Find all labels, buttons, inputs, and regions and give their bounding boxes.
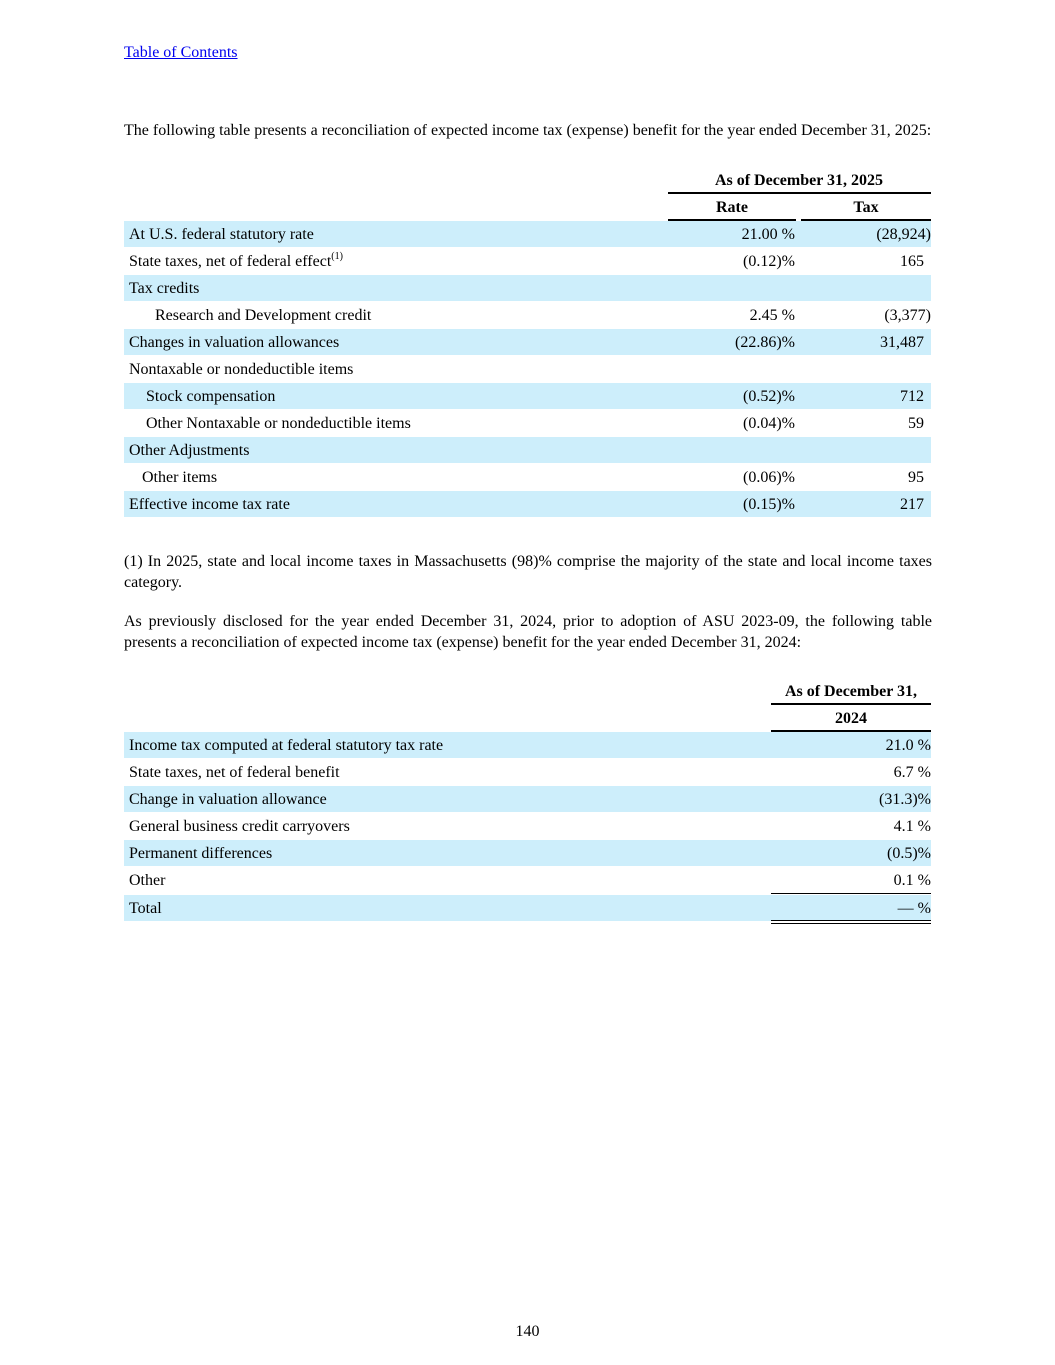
row-label: Research and Development credit <box>155 307 372 324</box>
table1-group-header: As of December 31, 2025 <box>714 172 884 189</box>
row-tax: 59 <box>908 415 924 432</box>
row-value: 0.1 % <box>893 872 931 889</box>
table2-row <box>124 840 931 866</box>
table1-row <box>124 356 931 382</box>
row-label: Other items <box>142 469 218 486</box>
table2-row <box>124 867 931 893</box>
row-tax: 217 <box>900 496 924 513</box>
table1-row <box>124 302 931 328</box>
table1-row <box>124 491 931 517</box>
row-value: 6.7 % <box>893 764 931 781</box>
table2-group-rule <box>771 703 931 705</box>
row-label: State taxes, net of federal effect$^{(1)}$ <box>129 251 343 270</box>
row-tax: 165 <box>900 253 924 270</box>
row-rate: 21.00 % <box>741 226 795 243</box>
row-label: Other Adjustments <box>129 442 250 459</box>
table1-row <box>124 221 931 247</box>
row-label: Total <box>129 900 162 917</box>
prior-year-intro: As previously disclosed for the year ended December 31, 2024, prior to adoption of ASU 2023-09, the following table presents a reconciliation of expected income tax (expense) benefit for the year ended December 31, 2024: <box>124 613 932 651</box>
row-label: Other Nontaxable or nondeductible items <box>146 415 411 432</box>
table2-double-rule-bottom <box>771 923 931 924</box>
row-label: Effective income tax rate <box>129 496 290 513</box>
row-label: General business credit carryovers <box>129 818 350 835</box>
table1-row <box>124 437 931 463</box>
table1-row <box>124 248 931 274</box>
table2-row <box>124 786 931 812</box>
table2-row <box>124 813 931 839</box>
table1-group-rule <box>668 192 931 194</box>
row-label: Changes in valuation allowances <box>129 334 340 351</box>
table1-col-tax: Tax <box>853 199 879 216</box>
table1-row <box>124 383 931 409</box>
table2-double-rule-top <box>771 920 931 921</box>
row-label: Other <box>129 872 166 889</box>
row-value: 4.1 % <box>893 818 931 835</box>
table1-row <box>124 329 931 355</box>
row-value: 21.0 % <box>885 737 931 754</box>
row-tax: 712 <box>900 388 924 405</box>
row-label: Permanent differences <box>129 845 273 862</box>
row-rate: (0.06)% <box>743 469 795 486</box>
row-label: Nontaxable or nondeductible items <box>129 361 354 378</box>
row-tax: 95 <box>908 469 924 486</box>
row-label: Income tax computed at federal statutory tax rate <box>129 737 444 754</box>
table1-row <box>124 464 931 490</box>
row-tax: (28,924) <box>876 226 931 243</box>
row-tax: (3,377) <box>884 307 931 324</box>
footnote-ref: (1) <box>331 251 343 262</box>
table2-row <box>124 759 931 785</box>
row-label: Tax credits <box>129 280 200 297</box>
row-label: Change in valuation allowance <box>129 791 327 808</box>
table2-row <box>124 732 931 758</box>
table2-row <box>124 895 931 921</box>
table2-col-year: 2024 <box>835 710 867 727</box>
row-rate: (0.52)% <box>743 388 795 405</box>
row-value: (0.5)% <box>887 845 931 862</box>
table-of-contents-link[interactable]: Table of Contents <box>124 44 238 61</box>
row-label: Stock compensation <box>146 388 276 405</box>
row-value: — % <box>897 900 931 917</box>
row-label: State taxes, net of federal benefit <box>129 764 340 781</box>
row-label: At U.S. federal statutory rate <box>129 226 314 243</box>
page-number: 140 <box>515 1323 540 1340</box>
table2-total-rule <box>771 893 931 894</box>
row-rate: (0.15)% <box>743 496 795 513</box>
row-tax: 31,487 <box>880 334 924 351</box>
table1-row <box>124 410 931 436</box>
row-value: (31.3)% <box>879 791 931 808</box>
table2-group-header: As of December 31, <box>784 683 918 700</box>
row-rate: (0.04)% <box>743 415 795 432</box>
intro-paragraph: The following table presents a reconciliation of expected income tax (expense) benefit for the year ended December 31, 2025: <box>124 122 932 139</box>
row-rate: 2.45 % <box>749 307 795 324</box>
row-rate: (22.86)% <box>735 334 795 351</box>
table1-col-rate: Rate <box>716 199 748 216</box>
row-rate: (0.12)% <box>743 253 795 270</box>
table1-row <box>124 275 931 301</box>
footnote: (1) In 2025, state and local income taxes in Massachusetts (98)% comprise the majority of the state and local income taxes category. <box>124 553 932 591</box>
